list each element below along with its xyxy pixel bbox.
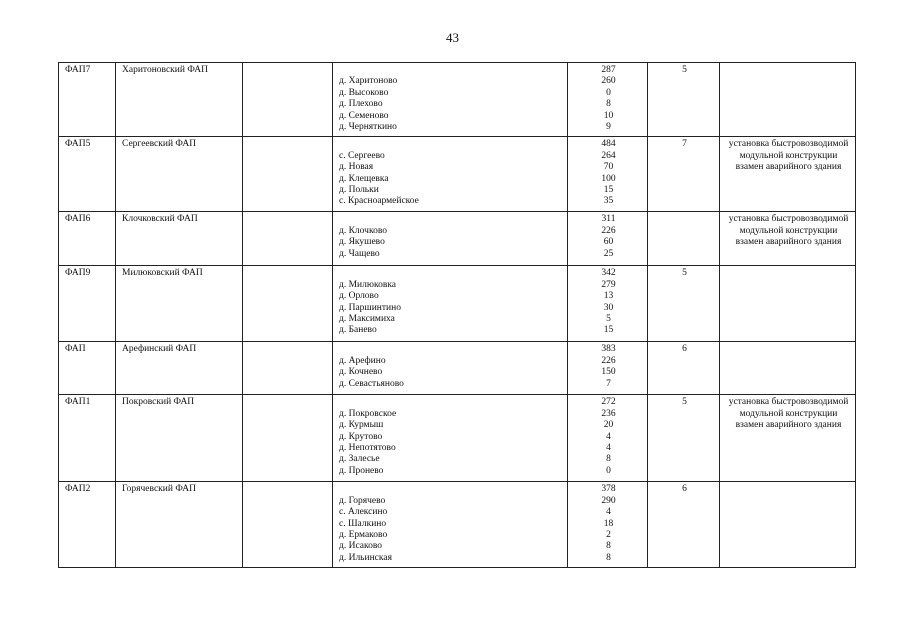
fap-table-body <box>59 63 856 568</box>
fap-code: ФАП <box>65 344 86 355</box>
empty-cell <box>243 266 333 342</box>
settlement-name: д. Залесье <box>339 454 380 465</box>
population-count: 10 <box>603 110 614 121</box>
population-count: 60 <box>603 237 614 248</box>
fap-name: Милюковский ФАП <box>122 268 203 279</box>
population-count: 8 <box>606 99 611 110</box>
population-count: 0 <box>606 87 611 98</box>
population-count: 18 <box>603 518 614 529</box>
population-count: 264 <box>601 150 616 161</box>
settlement-spacer <box>339 65 563 76</box>
population-total: 287 <box>601 65 616 75</box>
fap-name-cell <box>116 342 243 395</box>
settlement-name: д. Милюковка <box>339 279 397 290</box>
population-count: 8 <box>606 552 611 563</box>
fap-name-cell <box>116 266 243 342</box>
capacity-cell <box>648 212 720 266</box>
settlement-name: д. Крутово <box>339 431 383 442</box>
population-count: 100 <box>601 173 616 184</box>
settlement-name: с. Шалкино <box>339 518 387 529</box>
note-cell <box>720 212 856 266</box>
capacity-cell <box>648 137 720 212</box>
settlement-name: д. Семеново <box>339 110 389 121</box>
page-number: 43 <box>446 30 459 45</box>
settlement-name: д. Паршинтино <box>339 302 401 313</box>
fap-name-cell <box>116 137 243 212</box>
population-count: 150 <box>601 367 616 378</box>
settlement-name: д. Орлово <box>339 291 379 302</box>
fap-name-cell <box>116 482 243 568</box>
settlement-name: д. Горячево <box>339 495 386 506</box>
population-count: 7 <box>606 378 611 389</box>
settlement-name: д. Клочково <box>339 225 387 236</box>
population-total: 311 <box>601 214 616 225</box>
capacity-value: 5 <box>682 268 687 279</box>
population-count: 5 <box>606 314 611 325</box>
fap-code: ФАП6 <box>65 214 91 225</box>
fap-name-cell <box>116 212 243 266</box>
empty-cell <box>243 395 333 482</box>
population-total: 484 <box>601 139 616 150</box>
capacity-value: 7 <box>682 139 687 150</box>
population-cell <box>568 212 648 266</box>
population-count: 236 <box>601 408 616 419</box>
settlement-name: д. Польки <box>339 185 379 196</box>
fap-name: Покровский ФАП <box>122 397 195 408</box>
settlement-name: д. Пронево <box>339 465 384 476</box>
fap-name-cell <box>116 395 243 482</box>
note-cell <box>720 137 856 212</box>
capacity-cell <box>648 266 720 342</box>
population-count: 226 <box>601 355 616 366</box>
capacity-cell <box>648 482 720 568</box>
settlement-spacer <box>339 268 563 279</box>
population-count: 30 <box>603 302 614 313</box>
table-row <box>59 342 856 395</box>
population-total: 342 <box>601 268 616 279</box>
settlement-name: д. Ермаково <box>339 530 388 541</box>
fap-name: Горячевский ФАП <box>122 484 196 495</box>
empty-cell <box>243 342 333 395</box>
population-count: 260 <box>601 76 616 87</box>
settlement-name: д. Севастьяново <box>339 378 404 389</box>
empty-cell <box>243 482 333 568</box>
fap-code: ФАП1 <box>65 397 91 408</box>
population-count: 4 <box>606 507 611 518</box>
fap-code-cell <box>59 266 116 342</box>
fap-name: Арефинский ФАП <box>122 344 197 355</box>
settlement-spacer <box>339 344 563 355</box>
settlement-name: д. Банево <box>339 325 377 336</box>
population-count: 8 <box>606 454 611 465</box>
fap-table <box>58 62 856 568</box>
note-cell <box>720 342 856 395</box>
fap-code: ФАП7 <box>65 65 91 75</box>
settlement-name: д. Арефино <box>339 355 386 366</box>
note-cell <box>720 266 856 342</box>
settlements-cell <box>333 63 568 137</box>
population-count: 20 <box>603 420 614 431</box>
settlement-name: д. Харитоново <box>339 76 398 87</box>
empty-cell <box>243 137 333 212</box>
population-count: 279 <box>601 279 616 290</box>
settlements-cell <box>333 212 568 266</box>
settlement-name: д. Покровское <box>339 408 397 419</box>
settlement-name: д. Якушево <box>339 237 385 248</box>
fap-code-cell <box>59 342 116 395</box>
settlements-cell <box>333 266 568 342</box>
population-count: 13 <box>603 291 614 302</box>
fap-code-cell <box>59 395 116 482</box>
settlement-spacer <box>339 214 563 225</box>
population-count: 0 <box>606 465 611 476</box>
capacity-value: 5 <box>682 397 687 408</box>
population-count: 15 <box>603 185 614 196</box>
population-count: 25 <box>603 248 614 259</box>
population-count: 290 <box>601 495 616 506</box>
settlements-cell <box>333 482 568 568</box>
settlement-name: д. Кочнево <box>339 367 383 378</box>
settlement-name: д. Курмыш <box>339 420 384 431</box>
settlement-name: с. Сергеево <box>339 150 385 161</box>
population-count: 4 <box>606 431 611 442</box>
population-count: 226 <box>601 225 616 236</box>
population-cell <box>568 137 648 212</box>
settlement-name: д. Новая <box>339 162 374 173</box>
population-count: 70 <box>603 162 614 173</box>
settlement-spacer <box>339 139 563 150</box>
settlement-name: д. Исаково <box>339 541 383 552</box>
table-row <box>59 63 856 137</box>
table-row <box>59 212 856 266</box>
settlement-spacer <box>339 484 563 495</box>
capacity-cell <box>648 63 720 137</box>
settlement-name: д. Клещевка <box>339 173 389 184</box>
population-cell <box>568 482 648 568</box>
population-total: 383 <box>601 344 616 355</box>
population-total: 272 <box>601 397 616 408</box>
population-cell <box>568 395 648 482</box>
settlement-spacer <box>339 397 563 408</box>
population-cell <box>568 342 648 395</box>
population-count: 35 <box>603 196 614 207</box>
fap-code: ФАП9 <box>65 268 91 279</box>
note-cell <box>720 63 856 137</box>
fap-code: ФАП2 <box>65 484 91 495</box>
empty-cell <box>243 212 333 266</box>
settlement-name: с. Алексино <box>339 507 388 518</box>
fap-name: Сергеевский ФАП <box>122 139 197 150</box>
settlements-cell <box>333 137 568 212</box>
note-cell <box>720 482 856 568</box>
table-row <box>59 266 856 342</box>
fap-name-cell <box>116 63 243 137</box>
population-cell <box>568 63 648 137</box>
table-row <box>59 395 856 482</box>
fap-code: ФАП5 <box>65 139 91 150</box>
table-row <box>59 482 856 568</box>
settlement-name: д. Высоково <box>339 87 389 98</box>
settlement-name: д. Ильинская <box>339 552 392 563</box>
settlement-name: д. Непотятово <box>339 443 396 454</box>
fap-code-cell <box>59 212 116 266</box>
capacity-cell <box>648 342 720 395</box>
note-text: установка быстровозводимой модульной конструкции взамен аварийного здания <box>728 397 849 431</box>
fap-code-cell <box>59 137 116 212</box>
fap-code-cell <box>59 482 116 568</box>
note-text: установка быстровозводимой модульной конструкции взамен аварийного здания <box>728 214 849 248</box>
population-count: 4 <box>606 443 611 454</box>
table-row <box>59 137 856 212</box>
note-cell <box>720 395 856 482</box>
population-count: 2 <box>606 530 611 541</box>
capacity-value: 6 <box>682 484 687 495</box>
population-total: 378 <box>601 484 616 495</box>
settlements-cell <box>333 342 568 395</box>
fap-name: Клочковский ФАП <box>122 214 198 225</box>
fap-name: Харитоновский ФАП <box>122 65 208 75</box>
fap-code-cell <box>59 63 116 137</box>
capacity-value: 6 <box>682 344 687 355</box>
settlement-name: с. Красноармейское <box>339 196 419 207</box>
settlement-name: д. Плехово <box>339 99 383 110</box>
population-count: 9 <box>606 122 611 133</box>
population-cell <box>568 266 648 342</box>
population-count: 15 <box>603 325 614 336</box>
population-count: 8 <box>606 541 611 552</box>
capacity-cell <box>648 395 720 482</box>
settlement-name: д. Черняткино <box>339 122 397 133</box>
note-text: установка быстровозводимой модульной конструкции взамен аварийного здания <box>728 139 849 173</box>
settlement-name: д. Чащево <box>339 248 380 259</box>
capacity-value: 5 <box>682 65 687 75</box>
empty-cell <box>243 63 333 137</box>
settlements-cell <box>333 395 568 482</box>
settlement-name: д. Максимиха <box>339 314 395 325</box>
